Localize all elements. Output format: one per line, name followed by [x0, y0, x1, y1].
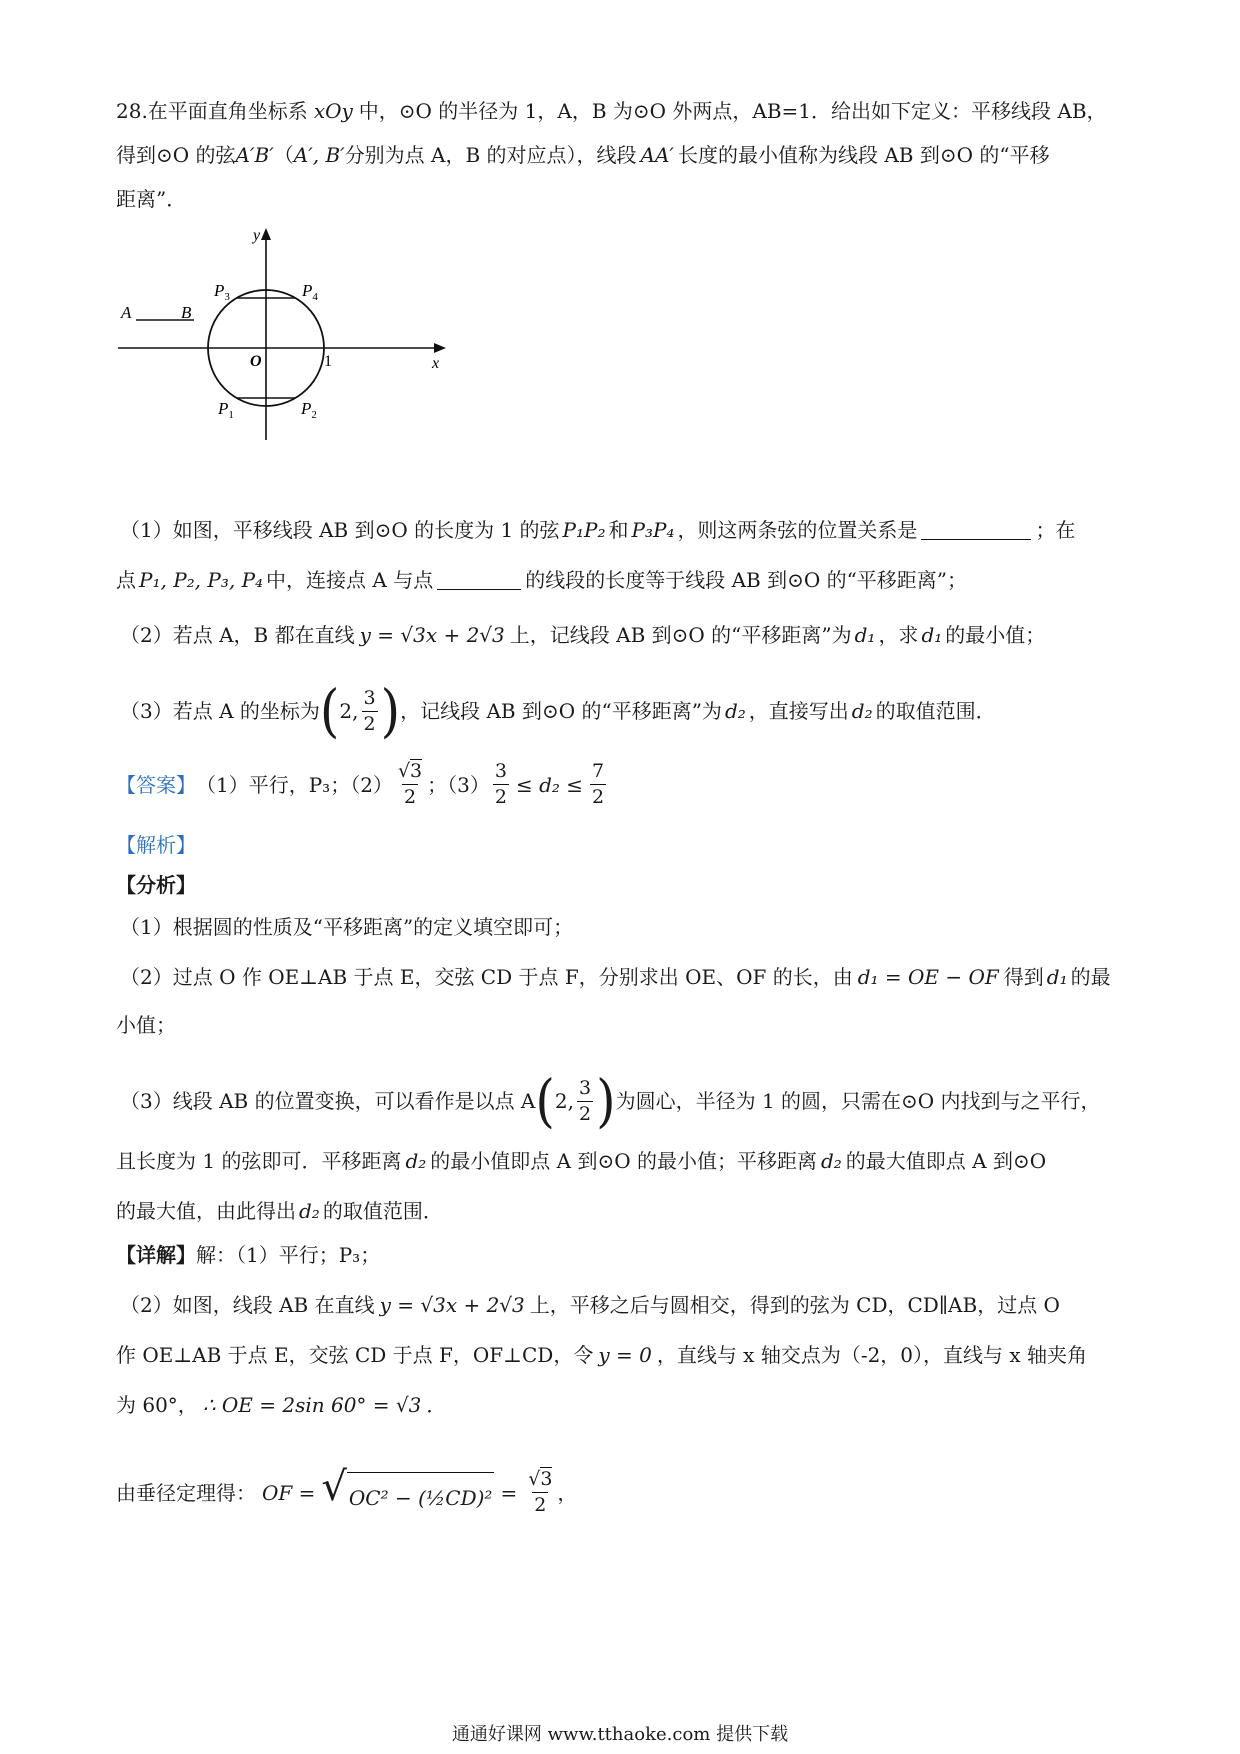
fenxi-tag: 【分析】: [116, 873, 196, 897]
text: 的取值范围．: [875, 699, 996, 723]
math-chord-p3p4: P₃P₄: [631, 518, 675, 542]
text: 的最小值即点 A 到⊙O 的最小值；平移距离: [430, 1149, 817, 1173]
text: 距离”．: [116, 187, 187, 211]
denominator: 2: [494, 786, 507, 808]
numerator: 3: [579, 1076, 592, 1099]
text: 的最小值；: [945, 623, 1046, 647]
text: ，直线与 x 轴交点为（-2，0），直线与 x 轴夹角: [656, 1343, 1088, 1367]
math-d2: d₂: [299, 1199, 320, 1223]
text: 上，平移之后与圆相交，得到的弦为 CD，CD∥AB，过点 O: [529, 1293, 1060, 1317]
answer-line: [116, 762, 1136, 807]
math-seg: AA′: [640, 143, 674, 167]
math-d1: d₁: [921, 623, 943, 647]
math-d2: d₂: [405, 1149, 427, 1173]
text: （3）若点 A 的坐标为: [120, 699, 320, 723]
math-d2: d₂: [820, 1149, 842, 1173]
question-2: [120, 620, 1140, 650]
fraction-7-2: [590, 762, 606, 807]
xiangjie-line-2: [120, 1290, 1140, 1320]
footer: 通通好课网 www.tthaoke.com 提供下载: [451, 1724, 789, 1745]
math-xoy: xOy: [313, 99, 353, 123]
text: 为 60°，: [116, 1393, 198, 1417]
text: 中，⊙O 的半径为 1，A，B 为⊙O 外两点，AB=1．给出如下定义：平移线段 AB，: [358, 99, 1107, 123]
fraction-3-2: [493, 762, 509, 807]
question-1-line-1: [120, 515, 1140, 545]
text: ，: [557, 1480, 578, 1505]
text: 得到: [1003, 965, 1044, 989]
math-inequality: ≤ d₂ ≤: [515, 772, 584, 797]
math-chord-p1p2: P₁P₂: [562, 518, 606, 542]
math-points: A′, B′: [293, 143, 345, 167]
text: ，记线段 AB 到⊙O 的“平移距离”为: [400, 699, 722, 723]
math-chord: A′B′: [235, 143, 274, 167]
numerator: [396, 762, 424, 784]
label-p2: $P_2$: [301, 399, 317, 421]
denominator: 2: [592, 786, 605, 808]
radicand: 3: [540, 1468, 553, 1490]
coord-x: 2,: [554, 1089, 574, 1113]
text: 的最大值，由此得出: [116, 1199, 296, 1223]
fraction-sqrt3-2: [396, 762, 424, 807]
problem-line-2: [116, 140, 1136, 170]
text: ，求: [878, 623, 919, 647]
xiangjie-tag: 【详解】: [116, 1243, 196, 1267]
label-b: B: [181, 303, 192, 322]
fenxi-p3: [120, 1067, 1140, 1135]
text: （3）线段 AB 的位置变换，可以看作是以点 A: [120, 1089, 536, 1113]
equals: =: [500, 1480, 518, 1505]
math-line-equation: y = √3x + 2√3: [379, 1293, 525, 1317]
math-points: P₁, P₂, P₃, P₄: [139, 568, 264, 592]
text: （2）过点 O 作 OE⊥AB 于点 E，交弦 CD 于点 F，分别求出 OE、OF 的长，由: [120, 965, 853, 989]
x-axis-arrow: [434, 343, 446, 353]
fraction-3-2: [577, 1076, 593, 1125]
fraction-3-2: [362, 686, 378, 735]
text: 长度的最小值称为线段 AB 到⊙O 的“平移: [677, 143, 1050, 167]
numerator: [526, 1470, 554, 1492]
radicand: 3: [410, 760, 423, 782]
numerator: 3: [494, 760, 507, 782]
text: ，直接写出: [748, 699, 849, 723]
text: 28.在平面直角坐标系: [116, 99, 308, 123]
text: 作 OE⊥AB 于点 E，交弦 CD 于点 F，OF⊥CD，令: [116, 1343, 594, 1367]
text: ，则这两条弦的位置关系是: [677, 518, 918, 542]
math-d2: d₂: [724, 699, 746, 723]
sqrt-sign: √: [528, 1468, 541, 1490]
diagram-svg: [116, 228, 446, 498]
problem-line-3: [116, 184, 1136, 214]
fraction-sqrt3-2: [526, 1470, 554, 1515]
text: 分别为点 A，B 的对应点），线段: [344, 143, 637, 167]
right-paren: ): [596, 1067, 616, 1135]
math-of-lhs: OF =: [262, 1480, 316, 1505]
text: 为圆心，半径为 1 的圆，只需在⊙O 内找到与之平行，: [615, 1089, 1101, 1113]
text: （: [273, 143, 294, 167]
label-x: x: [432, 355, 440, 372]
radicand: OC² − (½CD)²: [347, 1472, 495, 1513]
label-origin: O: [250, 353, 262, 370]
label-y: y: [253, 228, 261, 244]
denominator: 2: [579, 1102, 592, 1125]
text: 上，记线段 AB 到⊙O 的“平移距离”为: [509, 623, 852, 647]
text: （1）如图，平移线段 AB 到⊙O 的长度为 1 的弦: [120, 518, 560, 542]
label-p3: $P_3$: [214, 281, 230, 303]
answer-tag: 【答案】: [116, 772, 196, 797]
text: （1）根据圆的性质及“平移距离”的定义填空即可；: [120, 915, 574, 939]
fenxi-p2-cont: [116, 1010, 1136, 1040]
right-paren: ): [380, 677, 401, 745]
label-a: A: [121, 303, 132, 322]
xiangjie-line-1: [116, 1240, 1136, 1270]
text: 由垂径定理得：: [116, 1480, 256, 1505]
fenxi-p1: [120, 912, 1140, 942]
text: 点: [116, 568, 136, 592]
text: 和: [608, 518, 629, 542]
answer-blank-1: [921, 521, 1031, 540]
analysis-tag: 【解析】: [116, 833, 196, 857]
numerator: 7: [592, 760, 605, 782]
left-paren: (: [319, 677, 340, 745]
fenxi-tag-line: [116, 870, 1136, 900]
text: 中，连接点 A 与点: [266, 568, 434, 592]
y-axis-arrow: [261, 228, 271, 240]
text: （1）平行，P₃；（2）: [196, 772, 393, 797]
text: 的最: [1070, 965, 1111, 989]
text: 小值；: [116, 1013, 176, 1037]
denominator: 2: [363, 712, 376, 735]
xiangjie-line-3: [116, 1340, 1136, 1370]
text: 解：（1）平行；P₃；: [196, 1243, 381, 1267]
text: 且长度为 1 的弦即可．平移距离: [116, 1149, 402, 1173]
text: ；在: [1035, 518, 1076, 542]
math-d2: d₂: [851, 699, 873, 723]
sqrt-expression: [321, 1464, 494, 1513]
text: ．: [426, 1393, 447, 1417]
text: 的取值范围．: [322, 1199, 443, 1223]
coord-x: 2,: [339, 699, 359, 723]
analysis-tag-line: [116, 830, 1136, 860]
problem-line-1: [116, 96, 1136, 126]
label-one: 1: [324, 353, 332, 370]
math-d1: d₁: [854, 623, 876, 647]
text: （2）若点 A，B 都在直线: [120, 623, 355, 647]
xiangjie-line-5: [116, 1464, 1136, 1516]
xiangjie-line-4: [116, 1390, 1136, 1420]
fenxi-p2: [120, 962, 1140, 992]
fenxi-p4: [116, 1146, 1136, 1176]
text: （2）如图，线段 AB 在直线: [120, 1293, 375, 1317]
denominator: 2: [403, 786, 417, 808]
math-d1: d₁: [1046, 965, 1068, 989]
question-3: [120, 677, 1140, 745]
fenxi-p5: [116, 1196, 1136, 1226]
numerator: 3: [363, 686, 376, 709]
denominator: 2: [534, 1494, 547, 1516]
label-p1: $P_1$: [218, 399, 234, 421]
sqrt-sign: √: [397, 760, 411, 782]
text: 的线段的长度等于线段 AB 到⊙O 的“平移距离”；: [525, 568, 968, 592]
math-y-zero: y = 0: [598, 1343, 652, 1367]
math-d1-eq: d₁ = OE − OF: [857, 965, 999, 989]
math-line-equation: y = √3x + 2√3: [359, 623, 505, 647]
left-paren: (: [535, 1067, 555, 1135]
text: 得到⊙O 的弦: [116, 143, 236, 167]
coordinate-diagram: [116, 228, 446, 502]
text: ；（3）: [427, 772, 490, 797]
question-1-line-2: [116, 565, 1136, 595]
answer-blank-2: [437, 571, 521, 590]
label-p4: $P_4$: [302, 281, 318, 303]
math-oe-eq: ∴ OE = 2sin 60° = √3: [202, 1393, 422, 1417]
sqrt-sign: √: [321, 1464, 347, 1510]
text: 的最大值即点 A 到⊙O: [845, 1149, 1047, 1173]
